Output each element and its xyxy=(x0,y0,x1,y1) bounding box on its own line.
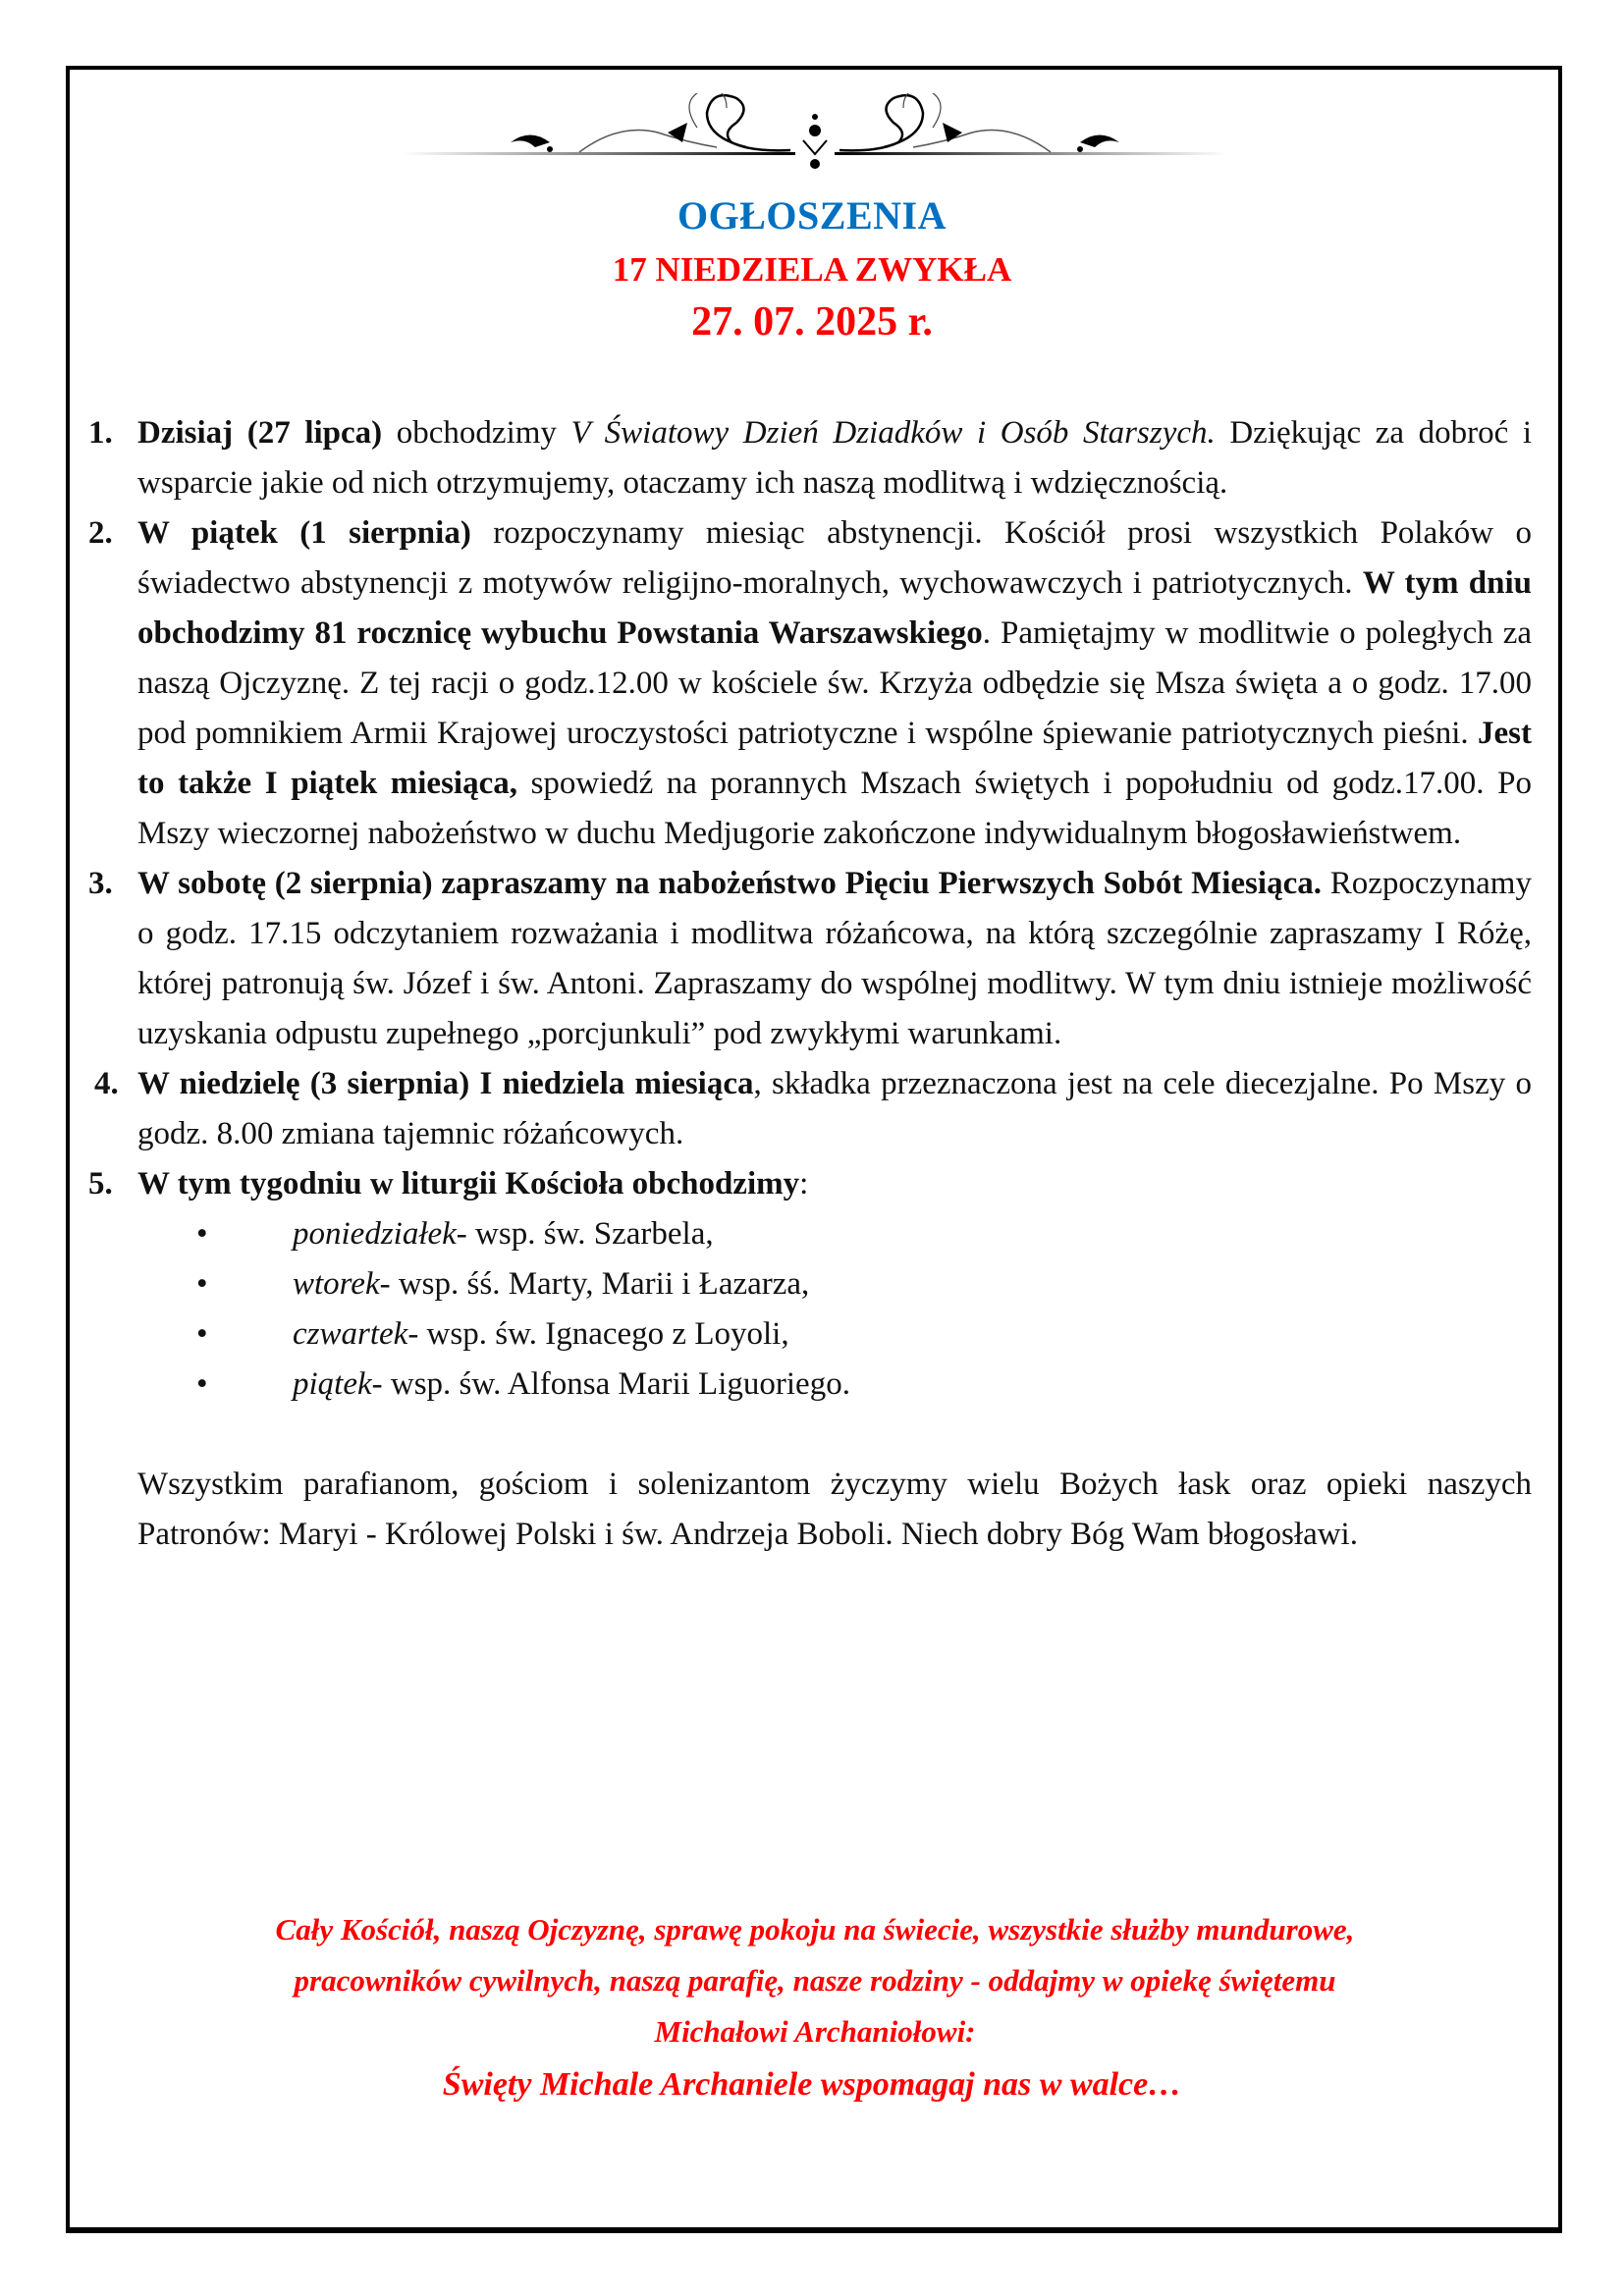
prayer-line: Cały Kościół, naszą Ojczyznę, sprawę pokoju na świecie, wszystkie służby mundurowe, xyxy=(275,1912,1355,1947)
liturgy-list xyxy=(88,1209,1532,1410)
announcement-item xyxy=(88,859,1532,1059)
feast-text: - wsp. św. Szarbela, xyxy=(456,1216,714,1252)
feast-text: - wsp. śś. Marty, Marii i Łazarza, xyxy=(379,1266,810,1302)
item-number: 2. xyxy=(88,515,113,551)
item-number: 3. xyxy=(88,866,113,901)
bullet-icon: • xyxy=(196,1366,208,1402)
prayer-line: Michałowi Archaniołowi: xyxy=(654,2014,976,2049)
item-number: 5. xyxy=(88,1166,113,1201)
item-text: rozpoczynamy miesiąc abstynencji. Kościół prosi wszystkich Polaków o świadectwo abstynencji z motywów religijno-moralnych, wychowawczych i patriotycznych. xyxy=(137,515,1532,601)
weekday: czwartek xyxy=(293,1316,408,1352)
item-text: Rozpoczynamy o godz. 17.15 odczytaniem rozważania i modlitwa różańcowa, na którą szczególnie zapraszamy I Różę, której patronują św. Józef i św. Antoni. Zapraszamy do wspólnej modlitwy. W tym dniu istnieje możliwość uzyskania odpustu zupełnego „porcjunkuli” pod zwykłymi warunkami. xyxy=(137,866,1532,1051)
item-lead: W piątek (1 sierpnia) xyxy=(137,515,471,551)
item-lead: Dzisiaj (27 lipca) xyxy=(137,415,383,451)
weekday: wtorek xyxy=(293,1266,380,1302)
item-italic: V Światowy Dzień Dziadków i Osób Starszych. xyxy=(570,415,1216,451)
list-item xyxy=(88,1259,1532,1309)
item-number: 4. xyxy=(94,1066,119,1101)
feast-text: - wsp. św. Alfonsa Marii Liguoriego. xyxy=(371,1366,850,1402)
item-text: . Pamiętajmy w modlitwie o poległych za naszą Ojczyznę. Z tej racji o godz.12.00 w kościele św. Krzyża odbędzie się Msza święta a o godz. 17.00 pod pomnikiem Armii Krajowej uroczystości patriotyczne i wspólne śpiewanie patriotycznych pieśni. xyxy=(137,615,1533,751)
item-number: 1. xyxy=(88,415,113,451)
item-bold: Jest to także I piątek miesiąca, xyxy=(137,716,1532,801)
bullet-icon: • xyxy=(196,1266,208,1302)
announcements-list xyxy=(88,408,1532,1560)
item-text: Dziękując za dobroć i wsparcie jakie od nich otrzymujemy, otaczamy ich naszą modlitwą i wdzięcznością. xyxy=(137,415,1533,501)
list-item xyxy=(88,1360,1532,1410)
announcement-item xyxy=(88,408,1532,508)
bullet-icon: • xyxy=(196,1316,208,1352)
announcement-item xyxy=(88,1059,1532,1159)
prayer-invocation: Święty Michale Archaniele wspomagaj nas w walce… xyxy=(442,2066,1182,2103)
weekday: poniedziałek xyxy=(293,1216,457,1252)
item-bold: W tym dniu obchodzimy 81 rocznicę wybuchu Powstania Warszawskiego xyxy=(137,565,1532,651)
list-item xyxy=(88,1209,1532,1259)
prayer-dedication xyxy=(98,1904,1532,2057)
item-lead: W tym tygodniu w liturgii Kościoła obchodzimy xyxy=(137,1166,800,1201)
announcement-item xyxy=(88,1159,1532,1209)
closing-wishes: Wszystkim parafianom, gościom i solenizantom życzymy wielu Bożych łask oraz opieki naszych Patronów: Maryi - Królowej Polski i św. Andrzeja Boboli. Niech dobry Bóg Wam błogosławi. xyxy=(137,1467,1532,1552)
list-item xyxy=(88,1309,1532,1360)
item-text: , składka przeznaczona jest na cele diecezjalne. Po Mszy o godz. 8.00 zmiana tajemnic różańcowych. xyxy=(137,1066,1532,1151)
feast-text: - wsp. św. Ignacego z Loyoli, xyxy=(407,1316,789,1352)
page-title: OGŁOSZENIA xyxy=(677,193,947,238)
sunday-name: 17 NIEDZIELA ZWYKŁA xyxy=(612,250,1012,289)
item-lead: W sobotę (2 sierpnia) zapraszamy na nabożeństwo Pięciu Pierwszych Sobót Miesiąca. xyxy=(137,866,1322,901)
item-text: obchodzimy xyxy=(382,415,571,451)
date-label: 27. 07. 2025 r. xyxy=(691,299,933,345)
item-text: spowiedź na porannych Mszach świętych i popołudniu od godz.17.00. Po Mszy wieczornej nabożeństwo w duchu Medjugorie zakończone indywidualnym błogosławieństwem. xyxy=(137,766,1532,851)
weekday: piątek xyxy=(293,1366,372,1402)
header xyxy=(0,187,1624,349)
prayer-line: pracowników cywilnych, naszą parafię, nasze rodziny - oddajmy w opiekę świętemu xyxy=(294,1963,1336,1998)
item-lead: W niedzielę (3 sierpnia) I niedziela miesiąca xyxy=(137,1066,754,1101)
flourish-divider-icon xyxy=(403,93,1227,172)
item-text: : xyxy=(799,1166,809,1201)
announcement-item xyxy=(88,508,1532,859)
bullet-icon: • xyxy=(196,1216,208,1252)
